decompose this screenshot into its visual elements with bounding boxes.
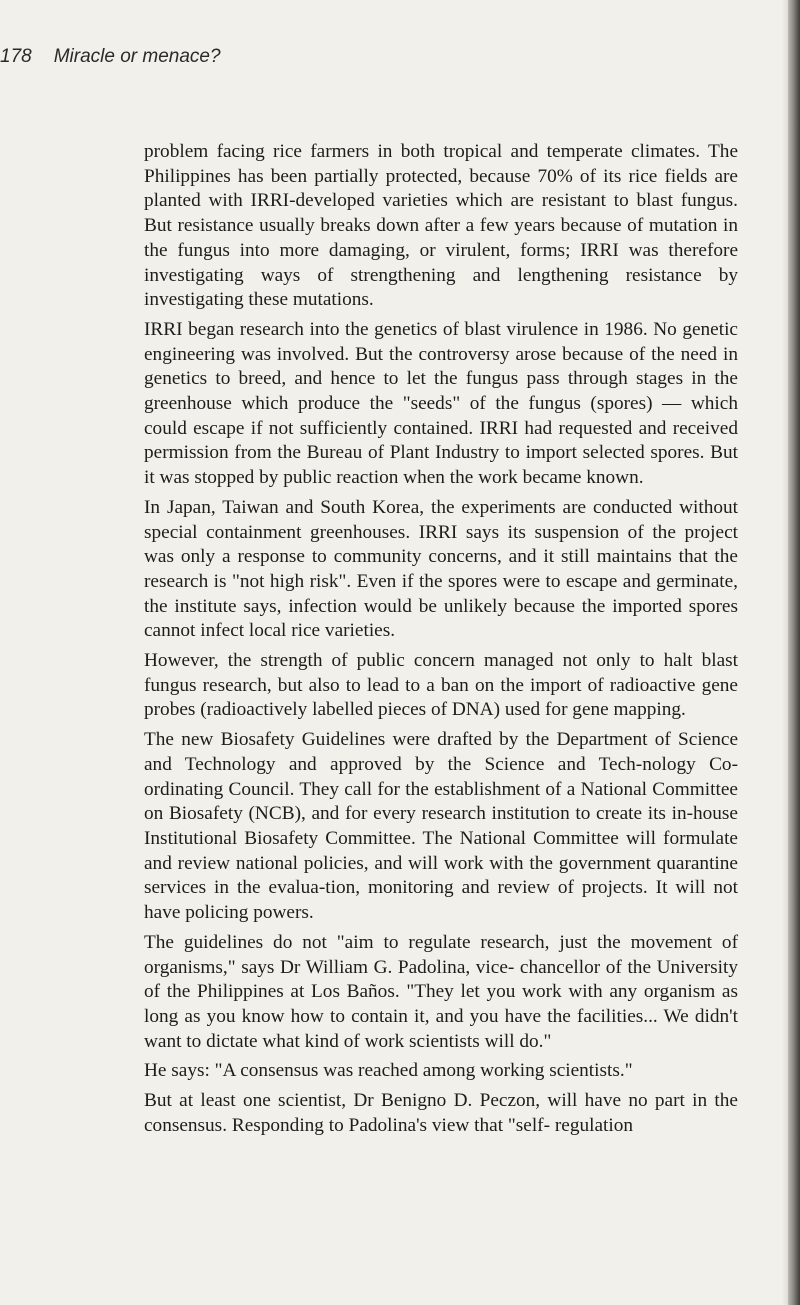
paragraph: In Japan, Taiwan and South Korea, the experiments are conducted without special containment greenhouses. IRRI says its suspension of the project was only a response to community concerns, and it still maintains that the research is "not high risk". Even if the spores were to escape and germinate, the institute says, infection would be unlikely because the imported spores cannot infect local rice varieties. [144,496,738,642]
running-header [0,46,221,68]
page-number: 178 [0,46,32,67]
running-title: Miracle or menace? [53,46,221,67]
body-text [144,140,738,1143]
paragraph: He says: "A consensus was reached among working scientists." [144,1060,633,1082]
paragraph: The guidelines do not "aim to regulate research, just the movement of organisms," says Dr William G. Padolina, vice- chancellor of the University of the Philippines at Los Baños. "They let you work with any organism as long as you know how to contain it, and you have the facilities... We didn't want to dictate what kind of work scientists will do." [144,931,738,1052]
paragraph: However, the strength of public concern managed not only to halt blast fungus research, but also to lead to a ban on the import of radioactive gene probes (radioactively labelled pieces of DNA) used for gene mapping. [144,650,738,721]
paragraph: But at least one scientist, Dr Benigno D. Peczon, will have no part in the consensus. Responding to Padolina's view that "self- regulation [144,1090,738,1136]
paragraph: The new Biosafety Guidelines were drafted by the Department of Science and Technology and approved by the Science and Tech-nology Co-ordinating Council. They call for the establishment of a National Committee on Biosafety (NCB), and for every research institution to create its in-house Institutional Biosafety Committee. The National Committee will formulate and review national policies, and will work with the government quarantine services in the evalua-tion, monitoring and review of projects. It will not have policing powers. [144,729,738,924]
paragraph: IRRI began research into the genetics of blast virulence in 1986. No genetic engineering was involved. But the controversy arose because of the need in genetics to breed, and hence to let the fungus pass through stages in the greenhouse which produce the "seeds" of the fungus (spores) — which could escape if not sufficiently contained. IRRI had requested and received permission from the Bureau of Plant Industry to import selected spores. But it was stopped by public reaction when the work became known. [144,318,738,489]
page-binding-edge [788,0,800,1305]
paragraph: problem facing rice farmers in both tropical and temperate climates. The Philippines has been partially protected, because 70% of its rice fields are planted with IRRI-developed varieties which are resistant to blast fungus. But resistance usually breaks down after a few years because of mutation in the fungus into more damaging, or virulent, forms; IRRI was therefore investigating ways of strengthening and lengthening resistance by investigating these mutations. [144,141,738,311]
